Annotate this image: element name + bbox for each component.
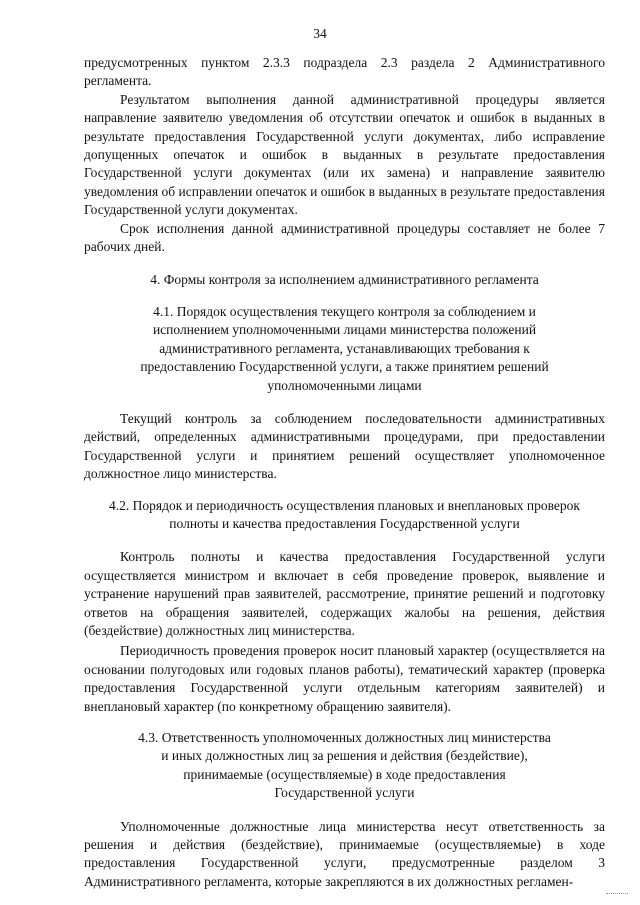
subsection-heading-4-2: 4.2. Порядок и периодичность осуществления плановых и внеплановых проверок полноты и качества предоставления Государственной услуги xyxy=(109,497,580,531)
section-heading-4: 4. Формы контроля за исполнением административного регламента xyxy=(150,272,539,288)
paragraph-deadline: Срок исполнения данной административной процедуры составляет не более 7 рабочих дней. xyxy=(84,220,605,255)
paragraph-quality-control: Контроль полноты и качества предоставления Государственной услуги осуществляется министром и включает в себя проведение проверок, выявление и устранение нарушений прав заявителей, рассмотрение, принятие решений и подготовку ответов на обращения заявителей, содержащих жалобы на решения, действия (бездействие) должностных лиц министерства. xyxy=(84,549,605,638)
paragraph-check-frequency: Периодичность проведения проверок носит плановый характер (осуществляется на основании полугодовых или годовых планов работы), тематический характер (проверка предоставления Государственной услуги отдельным категориям заявителей) и внеплановый характер (по конкретному обращению заявителя). xyxy=(84,643,605,714)
subsection-heading-4-1: 4.1. Порядок осуществления текущего контроля за соблюдением и исполнением уполномоченными лицами министерства положений административного регламента, устанавливающих требования к предоставлению Государственной услуги, а также принятием решений уполномоченными лицами xyxy=(140,303,549,393)
paragraph-responsibility: Уполномоченные должностные лица министерства несут ответственность за решения и действия (бездействие), принимаемые (осуществляемые) в ходе предоставления Государственной услуги, предусмотренные разделом 3 Административного регламента, которые закрепляются в их должностных регламен- xyxy=(84,818,605,889)
paragraph-current-control: Текущий контроль за соблюдением последовательности административных действий, определенных административными процедурами, при предоставлении Государственной услуги и принятием решений осуществляет уполномоченное должностное лицо министерства. xyxy=(84,410,605,482)
subsection-heading-4-3: 4.3. Ответственность уполномоченных должностных лиц министерства и иных должностных лиц за решения и действия (бездействие), принимаемые (осуществляемые) в ходе предоставления Государственной услуги xyxy=(138,730,551,801)
page-number: 34 xyxy=(313,26,327,41)
document-body xyxy=(84,54,605,891)
paragraph-continuation: предусмотренных пунктом 2.3.3 подраздела 2.3 раздела 2 Административного регламента. xyxy=(84,55,605,89)
paragraph-procedure-result: Результатом выполнения данной административной процедуры является направление заявителю уведомления об отсутствии опечаток и ошибок в выданных в результате предоставления Государственной услуги документах, либо исправление допущенных опечаток и ошибок в выданных в результате предоставления Государственной услуги документах (или их замена) и направление заявителю уведомления об исправлении опечаток и ошибок в выданных в результате предоставления Государственной услуги документах. xyxy=(84,91,605,218)
scan-mark xyxy=(606,893,628,895)
